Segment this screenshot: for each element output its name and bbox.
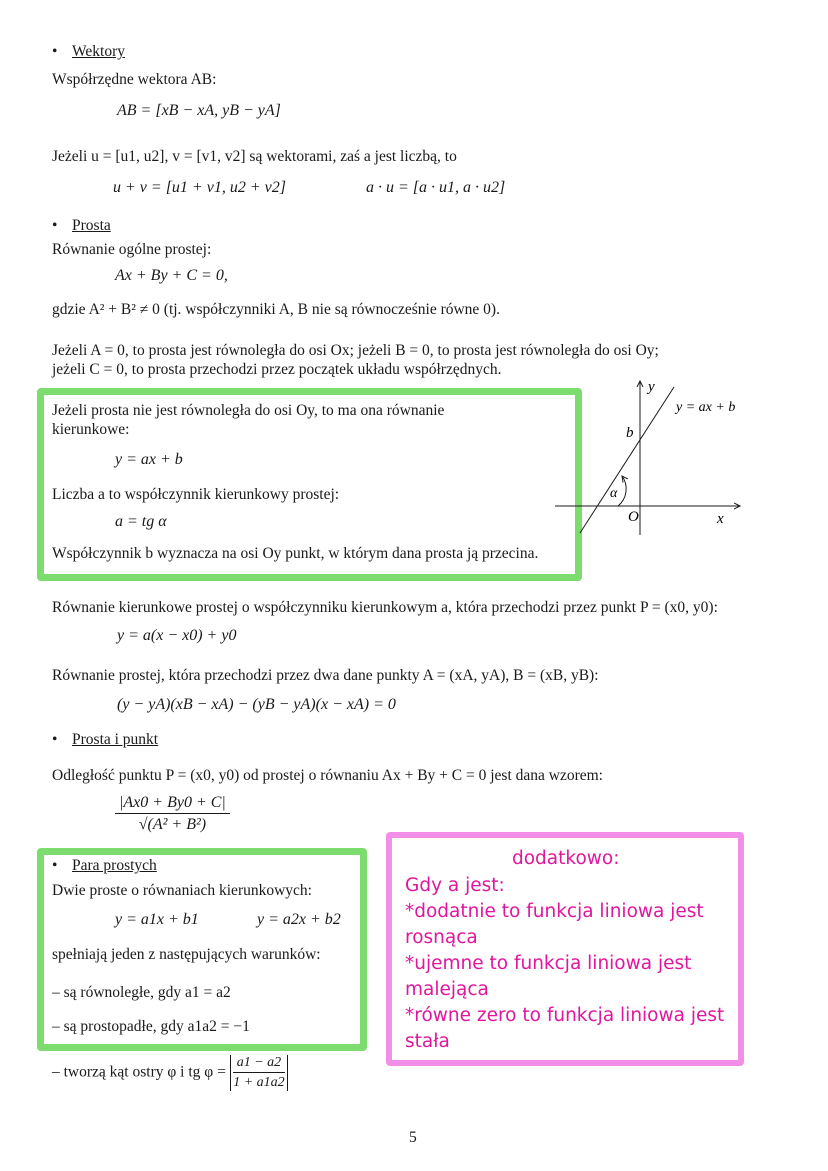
note-line-5: malejąca bbox=[405, 979, 489, 1000]
note-line-2: *dodatnie to funkcja liniowa jest bbox=[405, 901, 704, 922]
alpha-label: α bbox=[610, 486, 618, 501]
two-points-formula: (y − yA)(xB − xA) − (yB − yA)(x − xA) = 0 bbox=[117, 696, 396, 713]
origin-label: O bbox=[628, 509, 639, 525]
condition-angle-text: – tworzą kąt ostry φ i tg φ = bbox=[52, 1063, 226, 1081]
distance-denominator: √(A² + B²) bbox=[138, 816, 207, 833]
bullet-icon: • bbox=[52, 731, 58, 748]
note-line-6: *równe zero to funkcja liniowa jest bbox=[405, 1005, 725, 1026]
note-line-1: Gdy a jest: bbox=[405, 875, 505, 896]
note-line-4: *ujemne to funkcja liniowa jest bbox=[405, 953, 692, 974]
distance-intro: Odległość punktu P = (x0, y0) od prostej o równaniu Ax + By + C = 0 jest dana wzorem: bbox=[52, 767, 603, 784]
two-lines-eq2: y = a2x + b2 bbox=[257, 911, 341, 928]
two-lines-intro: Dwie proste o równaniach kierunkowych: bbox=[52, 882, 312, 899]
bullet-icon: • bbox=[52, 217, 58, 234]
vector-scalar-formula: a · u = [a · u1, a · u2] bbox=[366, 179, 506, 196]
distance-formula bbox=[115, 794, 230, 834]
bullet-icon: • bbox=[52, 857, 58, 874]
bullet-icon: • bbox=[52, 43, 58, 60]
two-lines-eq1: y = a1x + b1 bbox=[115, 911, 199, 928]
x-axis-label: x bbox=[717, 511, 724, 527]
two-lines-condition-intro: spełniają jeden z następujących warunków: bbox=[52, 946, 321, 963]
line-parallel-text-2: jeżeli C = 0, to prosta przechodzi przez początek układu współrzędnych. bbox=[52, 361, 502, 378]
line-condition: gdzie A² + B² ≠ 0 (tj. współczynniki A, B nie są równocześnie równe 0). bbox=[52, 301, 500, 318]
section-heading-vectors: • Wektory bbox=[52, 43, 125, 60]
condition-parallel: – są równoległe, gdy a1 = a2 bbox=[52, 984, 231, 1001]
angle-denominator: 1 + a1a2 bbox=[233, 1075, 285, 1090]
coef-a-formula: a = tg α bbox=[115, 513, 167, 530]
angle-arc bbox=[618, 476, 626, 506]
condition-perpendicular: – są prostopadłe, gdy a1a2 = −1 bbox=[52, 1018, 250, 1035]
vector-coords-formula: AB = [xB − xA, yB − yA] bbox=[117, 102, 281, 119]
vector-coords-intro: Współrzędne wektora AB: bbox=[52, 71, 217, 88]
coef-b-text: Współczynnik b wyznacza na osi Oy punkt, w którym dana prosta ją przecina. bbox=[52, 545, 539, 562]
section-heading-two-lines: • Para prostych bbox=[52, 857, 157, 874]
y-axis-label: y bbox=[648, 379, 655, 395]
point-slope-formula: y = a(x − x0) + y0 bbox=[117, 627, 237, 644]
note-line-3: rosnąca bbox=[405, 927, 478, 948]
graph-line bbox=[580, 387, 674, 533]
distance-numerator: |Ax0 + By0 + C| bbox=[115, 794, 230, 814]
b-label: b bbox=[626, 425, 634, 441]
slope-formula: y = ax + b bbox=[115, 451, 183, 468]
note-title: dodatkowo: bbox=[512, 848, 620, 869]
coef-a-text: Liczba a to współczynnik kierunkowy prostej: bbox=[52, 486, 340, 503]
note-line-7: stała bbox=[405, 1031, 450, 1052]
vector-ops-intro: Jeżeli u = [u1, u2], v = [v1, v2] są wektorami, zaś a jest liczbą, to bbox=[52, 148, 457, 165]
point-slope-intro: Równanie kierunkowe prostej o współczynniku kierunkowym a, która przechodzi przez punkt P = (x0, y0): bbox=[52, 599, 718, 616]
slope-intro-1: Jeżeli prosta nie jest równoległa do osi Oy, to ma ona równanie bbox=[52, 402, 445, 419]
line-label: y = ax + b bbox=[676, 400, 736, 415]
section-heading-line-point: • Prosta i punkt bbox=[52, 731, 159, 748]
condition-angle bbox=[52, 1055, 288, 1091]
line-general-intro: Równanie ogólne prostej: bbox=[52, 241, 212, 258]
two-points-intro: Równanie prostej, która przechodzi przez dwa dane punkty A = (xA, yA), B = (xB, yB): bbox=[52, 667, 599, 684]
line-general-formula: Ax + By + C = 0, bbox=[115, 267, 228, 284]
page-number: 5 bbox=[409, 1129, 417, 1146]
angle-numerator: a1 − a2 bbox=[233, 1055, 285, 1073]
slope-intro-2: kierunkowe: bbox=[52, 421, 130, 438]
line-graph bbox=[550, 375, 750, 540]
vector-sum-formula: u + v = [u1 + v1, u2 + v2] bbox=[113, 179, 286, 196]
section-heading-line: • Prosta bbox=[52, 217, 111, 234]
line-parallel-text-1: Jeżeli A = 0, to prosta jest równoległa do osi Ox; jeżeli B = 0, to prosta jest równoległa do osi Oy; bbox=[52, 342, 659, 359]
